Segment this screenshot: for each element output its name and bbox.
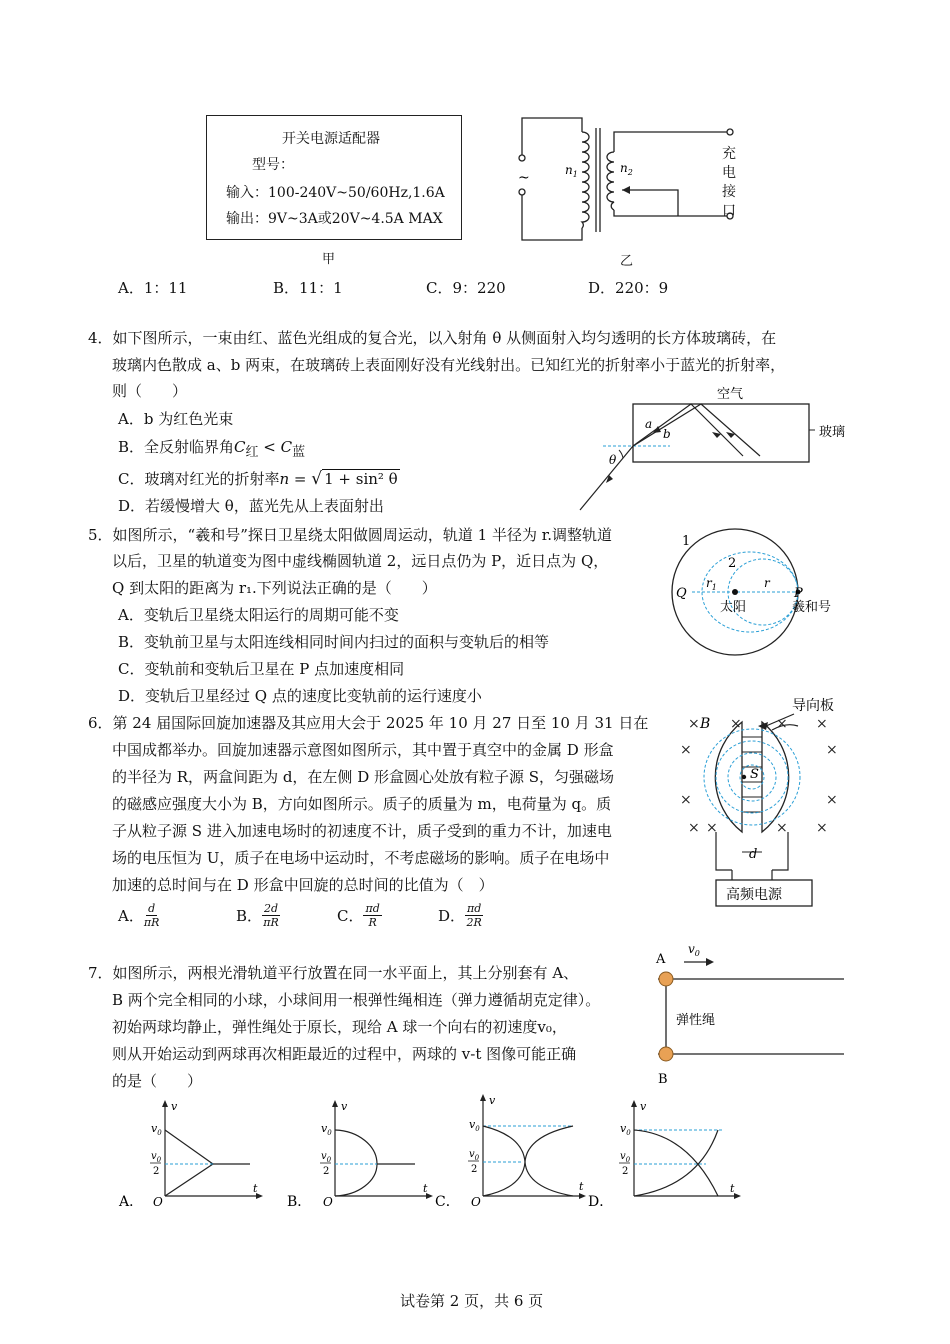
q6-option-d[interactable]: D． πd 2R (438, 902, 482, 929)
q4-stem-line3: 则（ ） (112, 382, 188, 400)
satellite-label: 羲和号 (792, 600, 832, 615)
caption-jia: 甲 (322, 252, 336, 267)
svg-text:v0: $v_0$ (620, 1151, 631, 1164)
adapter-input: 输入：100-240V~50/60Hz,1.6A (226, 185, 445, 201)
svg-text:v0: $v_0$ (151, 1151, 162, 1164)
charge-port-label: 充电接口 (722, 146, 736, 219)
b-field-label: B (700, 716, 711, 732)
r1-label: $r_1$ (706, 576, 717, 592)
q6-option-b[interactable]: B． 2d πR (236, 902, 279, 929)
q4-option-b[interactable]: B．全反射临界角$C_红 < C_蓝$ (118, 438, 306, 460)
graph-b-label: B． (287, 1194, 312, 1210)
svg-text:×: × (680, 792, 692, 808)
gap-d-label: d (749, 847, 758, 862)
ray-b-label: b (663, 427, 671, 441)
orbit2-label: 2 (728, 556, 737, 571)
q3-option-d[interactable]: D．220：9 (588, 279, 669, 297)
q4-glass-diagram (575, 380, 865, 520)
orbit1-label: 1 (682, 534, 691, 549)
graph-a-label: A． (119, 1194, 144, 1210)
svg-text:v: v (171, 1100, 178, 1113)
q7-rails-diagram (648, 935, 848, 1090)
svg-text:O: O (471, 1195, 481, 1209)
air-label: 空气 (717, 387, 744, 402)
guide-plate-label: 导向板 (792, 698, 834, 714)
svg-text:O: O (323, 1195, 333, 1209)
q5-option-a[interactable]: A．变轨后卫星绕太阳运行的周期可能不变 (118, 606, 399, 624)
q6-option-c[interactable]: C． πd R (337, 902, 380, 929)
n1-label: $n_1$ (565, 163, 578, 179)
q7-stem-line1: 7．如图所示，两根光滑轨道平行放置在同一水平面上，其上分别套有 A、 (88, 964, 579, 982)
v0-label: $v_0$ (688, 942, 700, 958)
q3-option-b[interactable]: B．11：1 (273, 279, 343, 297)
svg-text:2: 2 (622, 1166, 629, 1177)
svg-text:×: × (816, 716, 828, 732)
q7-graph-b[interactable] (285, 1096, 435, 1216)
svg-text:×: × (680, 742, 692, 758)
q4-option-a[interactable]: A．b 为红色光束 (118, 410, 234, 428)
q6-cyclotron-diagram (676, 692, 856, 912)
q6-stem-line4: 的磁感应强度大小为 B，方向如图所示。质子的质量为 m，电荷量为 q。质 (112, 795, 612, 813)
q4-option-c[interactable]: C．玻璃对红光的折射率n = √ 1 + sin² θ (118, 469, 398, 489)
svg-text:×: × (706, 820, 718, 836)
svg-text:×: × (688, 716, 700, 732)
adapter-output: 输出：9V~3A或20V~4.5A MAX (226, 211, 443, 227)
svg-text:×: × (826, 792, 838, 808)
point-q-label: Q (676, 586, 687, 601)
svg-text:v: v (640, 1100, 647, 1113)
point-p-label: P (794, 586, 803, 601)
q7-graph-c[interactable] (433, 1090, 593, 1216)
q6-options (118, 902, 538, 936)
q5-option-c[interactable]: C．变轨前和变轨后卫星在 P 点加速度相同 (118, 660, 405, 678)
q3-option-c[interactable]: C．9：220 (426, 279, 506, 297)
q6-option-a[interactable]: A． d πR (118, 902, 160, 929)
svg-text:×: × (776, 716, 788, 732)
q6-stem-line6: 场的电压恒为 U，质子在电场中运动时，不考虑磁场的影响。质子在电场中 (112, 849, 610, 867)
q6-stem-line1: 6．第 24 届国际回旋加速器及其应用大会于 2025 年 10 月 27 日至 10 月 31 日在 (88, 714, 649, 732)
q7-stem-line2: B 两个完全相同的小球，小球间用一根弹性绳相连（弹力遵循胡克定律）。 (112, 991, 601, 1009)
power-label: 高频电源 (726, 887, 782, 903)
svg-text:v0: $v_0$ (151, 1122, 162, 1137)
q4-option-d[interactable]: D．若缓慢增大 θ，蓝光先从上表面射出 (118, 497, 384, 515)
q7-stem-line3: 初始两球均静止，弹性绳处于原长，现给 A 球一个向右的初速度v₀， (112, 1018, 567, 1036)
graph-d-label: D． (588, 1194, 614, 1210)
svg-text:2: 2 (153, 1166, 160, 1177)
ray-a-label: a (645, 417, 653, 431)
q4-stem-line1: 4．如下图所示，一束由红、蓝色光组成的复合光，以入射角 θ 从侧面射入均匀透明的长方体玻璃砖，在 (88, 329, 777, 347)
ac-symbol: ~ (518, 170, 530, 186)
svg-text:O: O (153, 1195, 163, 1209)
svg-text:v: v (489, 1094, 496, 1107)
theta-label: θ (609, 453, 617, 467)
svg-text:×: × (776, 820, 788, 836)
svg-text:2: 2 (471, 1164, 478, 1175)
q5-option-d[interactable]: D．变轨后卫星经过 Q 点的速度比变轨前的运行速度小 (118, 687, 482, 705)
svg-text:t: t (253, 1182, 258, 1195)
graph-c-label: C． (435, 1194, 460, 1210)
page-footer: 试卷第 2 页，共 6 页 (400, 1292, 544, 1310)
sun-label: 太阳 (720, 600, 747, 615)
q4-stem-line2: 玻璃内色散成 a、b 两束，在玻璃砖上表面刚好没有光线射出。已知红光的折射率小于蓝光的折射率， (112, 356, 786, 374)
svg-text:v0: $v_0$ (321, 1151, 332, 1164)
n2-label: $n_2$ (620, 161, 633, 177)
q3-option-a[interactable]: A．1：11 (118, 279, 188, 297)
q5-orbit-diagram (660, 525, 850, 685)
rope-label: 弹性绳 (676, 1013, 716, 1028)
svg-text:×: × (730, 716, 742, 732)
q7-graph-d[interactable] (588, 1096, 748, 1216)
q7-stem-line4: 则从开始运动到两球再次相距最近的过程中，两球的 v-t 图像可能正确 (112, 1045, 577, 1063)
svg-text:v: v (341, 1100, 348, 1113)
ball-a-label: A (656, 952, 666, 967)
q5-stem-line3: Q 到太阳的距离为 r₁.下列说法正确的是（ ） (112, 579, 437, 597)
ball-b-label: B (658, 1072, 668, 1087)
adapter-title: 开关电源适配器 (282, 131, 380, 147)
q5-stem-line2: 以后，卫星的轨道变为图中虚线椭圆轨道 2，远日点仍为 P，近日点为 Q， (112, 552, 609, 570)
q6-stem-line5: 子从粒子源 S 进入加速电场时的初速度不计，质子受到的重力不计，加速电 (112, 822, 612, 840)
glass-label: 玻璃 (819, 425, 846, 440)
caption-yi: 乙 (620, 254, 634, 269)
svg-text:×: × (688, 820, 700, 836)
svg-text:v0: $v_0$ (620, 1122, 631, 1137)
source-s-label: S (750, 767, 759, 782)
svg-text:t: t (579, 1180, 584, 1193)
svg-text:2: 2 (323, 1166, 330, 1177)
q5-option-b[interactable]: B．变轨前卫星与太阳连线相同时间内扫过的面积与变轨后的相等 (118, 633, 550, 651)
svg-text:×: × (826, 742, 838, 758)
svg-text:×: × (816, 820, 828, 836)
svg-text:v0: $v_0$ (469, 1118, 480, 1133)
q5-stem-line1: 5．如图所示，“羲和号”探日卫星绕太阳做圆周运动，轨道 1 半径为 r.调整轨道 (88, 526, 613, 544)
q7-graph-a[interactable] (115, 1096, 265, 1216)
q6-stem-line7: 加速的总时间与在 D 形盒中回旋的总时间的比值为（ ） (112, 876, 494, 894)
svg-text:v0: $v_0$ (321, 1122, 332, 1137)
svg-text:t: t (423, 1182, 428, 1195)
q6-stem-line3: 的半径为 R，两盒间距为 d，在左侧 D 形盒圆心处放有粒子源 S，匀强磁场 (112, 768, 615, 786)
r-label: r (764, 576, 770, 590)
adapter-model: 型号： (252, 157, 294, 173)
q7-stem-line5: 的是（ ） (112, 1072, 203, 1090)
svg-text:t: t (730, 1182, 735, 1195)
q6-stem-line2: 中国成都举办。回旋加速器示意图如图所示，其中置于真空中的金属 D 形盒 (112, 741, 614, 759)
svg-text:v0: $v_0$ (469, 1149, 480, 1162)
